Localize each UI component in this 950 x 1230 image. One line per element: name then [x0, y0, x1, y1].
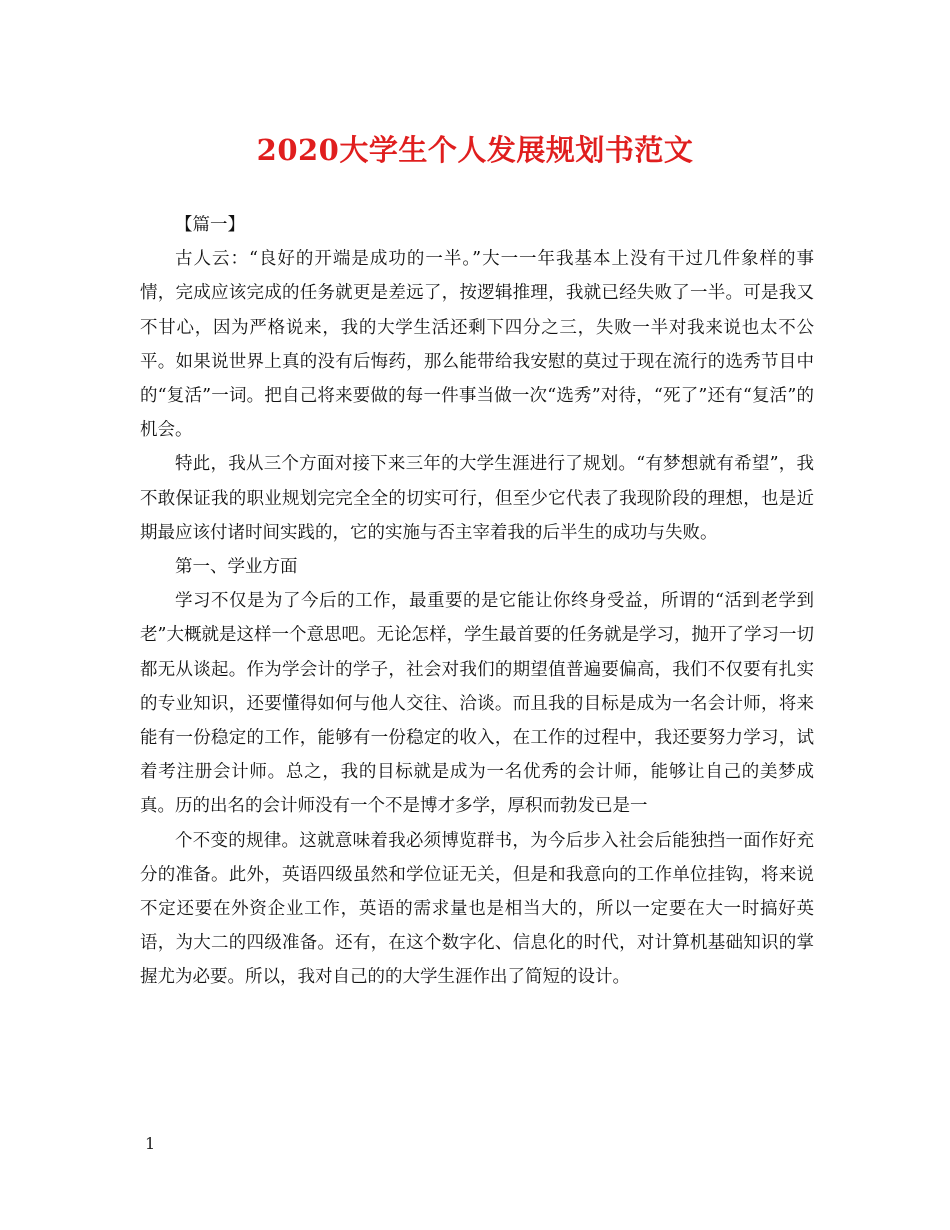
paragraph-intro: 古人云：“良好的开端是成功的一半。”大一一年我基本上没有干过几件象样的事情，完成应该完成的任务就更是差远了，按逻辑推理，我就已经失败了一半。可是我又不甘心，因为严格说来，我的大学生活还剩下四分之三，失败一半对我来说也太不公平。如果说世界上真的没有后悔药，那么能带给我安慰的莫过于现在流行的选秀节目中的“复活”一词。把自己将来要做的每一件事当做一次“选秀”对待，“死了”还有“复活”的机会。 — [140, 249, 814, 441]
page-number: 1 — [145, 1134, 156, 1153]
paragraph-academics-continued: 个不变的规律。这就意味着我必须博览群书，为今后步入社会后能独挡一面作好充分的准备。此外，英语四级虽然和学位证无关，但是和我意向的工作单位挂钩，将来说不定还要在外资企业工作，英语的需求量也是相当大的，所以一定要在大一时搞好英语，为大二的四级准备。还有，在这个数字化、信息化的时代，对计算机基础知识的掌握尤为必要。所以，我对自己的的大学生涯作出了简短的设计。 — [140, 830, 814, 988]
section-heading-part-one: 【篇一】 — [175, 215, 245, 235]
document-title: 2020大学生个人发展规划书范文 — [256, 133, 694, 167]
paragraph-academics: 学习不仅是为了今后的工作，最重要的是它能让你终身受益，所谓的“活到老学到老”大概就是这样一个意思吧。无论怎样，学生最首要的任务就是学习，抛开了学习一切都无从谈起。作为学会计的学子，社会对我们的期望值普遍要偏高，我们不仅要有扎实的专业知识，还要懂得如何与他人交往、洽谈。而且我的目标是成为一名会计师，将来能有一份稳定的工作，能够有一份稳定的收入，在工作的过程中，我还要努力学习，试着考注册会计师。总之，我的目标就是成为一名优秀的会计师，能够让自己的美梦成真。历的出名的会计师没有一个不是博才多学，厚积而勃发已是一 — [140, 591, 814, 817]
section-heading-academics: 第一、学业方面 — [175, 557, 298, 578]
document-body — [140, 208, 814, 995]
paragraph-plan-overview: 特此，我从三个方面对接下来三年的大学生涯进行了规划。“有梦想就有希望”，我不敢保证我的职业规划完完全全的切实可行，但至少它代表了我现阶段的理想，也是近期最应该付诸时间实践的，它的实施与否主宰着我的后半生的成功与失败。 — [140, 454, 814, 543]
